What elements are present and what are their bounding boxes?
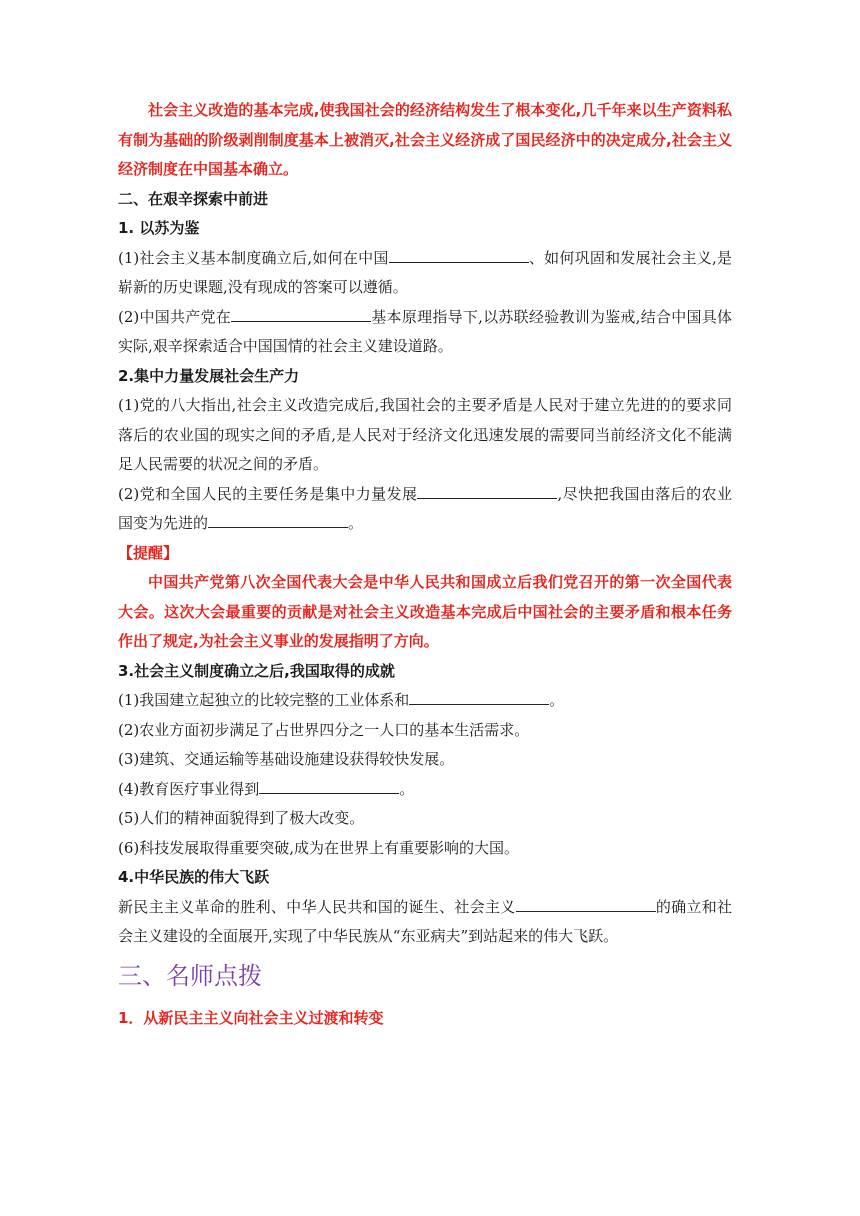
section1-item2: (2)中国共产党在 基本原理指导下,以苏联经验教训为鉴戒,结合中国具体实际,艰辛探索适合中国国情的社会主义建设道路。 (118, 307, 732, 355)
fill-blank[interactable] (389, 248, 529, 263)
section3-item3: (3)建筑、交通运输等基础设施建设获得较快发展。 (118, 750, 455, 768)
part3-subheading: 1．从新民主主义向社会主义过渡和转变 (118, 1008, 384, 1027)
section2-heading: 2.集中力量发展社会生产力 (118, 366, 300, 385)
section1-item1: (1)社会主义基本制度确立后,如何在中国 、如何巩固和发展社会主义,是崭新的历史课题,没有现成的答案可以遵循。 (118, 248, 732, 296)
section3-heading: 3.社会主义制度确立之后,我国取得的成就 (118, 661, 395, 680)
fill-blank[interactable] (259, 779, 399, 794)
section4-paragraph: 新民主主义革命的胜利、中华人民共和国的诞生、社会主义 的确立和社会主义建设的全面展开,实现了中华民族从“东亚病夫”到站起来的伟大飞跃。 (118, 897, 732, 945)
fill-blank[interactable] (208, 513, 348, 528)
part3-heading: 三、名师点拨 (118, 961, 262, 990)
fill-blank[interactable] (409, 690, 549, 705)
section3-item2: (2)农业方面初步满足了占世界四分之一人口的基本生活需求。 (118, 720, 530, 739)
section3-item4: (4)教育医疗事业得到 。 (118, 779, 415, 798)
section2-item1: (1)党的八大指出,社会主义改造完成后,我国社会的主要矛盾是人民对于建立先进的的要求同落后的农业国的现实之间的矛盾,是人民对于经济文化迅速发展的需要同当前经济文化不能满足人民需要的状况之间的矛盾。 (118, 396, 732, 473)
fill-blank[interactable] (231, 307, 371, 322)
section3-item1: (1)我国建立起独立的比较完整的工业体系和 。 (118, 691, 565, 709)
fill-blank[interactable] (417, 484, 557, 499)
document-page (118, 96, 732, 1033)
section4-heading: 4.中华民族的伟大飞跃 (118, 868, 270, 886)
section3-item5: (5)人们的精神面貌得到了极大改变。 (118, 809, 365, 827)
section1-heading: 1. 以苏为鉴 (118, 219, 200, 237)
fill-blank[interactable] (516, 897, 656, 912)
intro-paragraph: 社会主义改造的基本完成,使我国社会的经济结构发生了根本变化,几千年来以生产资料私有制为基础的阶级剥削制度基本上被消灭,社会主义经济成了国民经济中的决定成分,社会主义经济制度在中国基本确立。 (118, 101, 732, 178)
reminder-text: 中国共产党第八次全国代表大会是中华人民共和国成立后我们党召开的第一次全国代表大会。这次大会最重要的贡献是对社会主义改造基本完成后中国社会的主要矛盾和根本任务作出了规定,为社会主义事业的发展指明了方向。 (118, 573, 732, 650)
part2-heading: 二、在艰辛探索中前进 (118, 189, 269, 208)
reminder-label: 【提醒】 (118, 543, 179, 562)
section2-item2: (2)党和全国人民的主要任务是集中力量发展 ,尽快把我国由落后的农业国变为先进的 。 (118, 484, 732, 532)
section3-item6: (6)科技发展取得重要突破,成为在世界上有重要影响的大国。 (118, 838, 520, 857)
